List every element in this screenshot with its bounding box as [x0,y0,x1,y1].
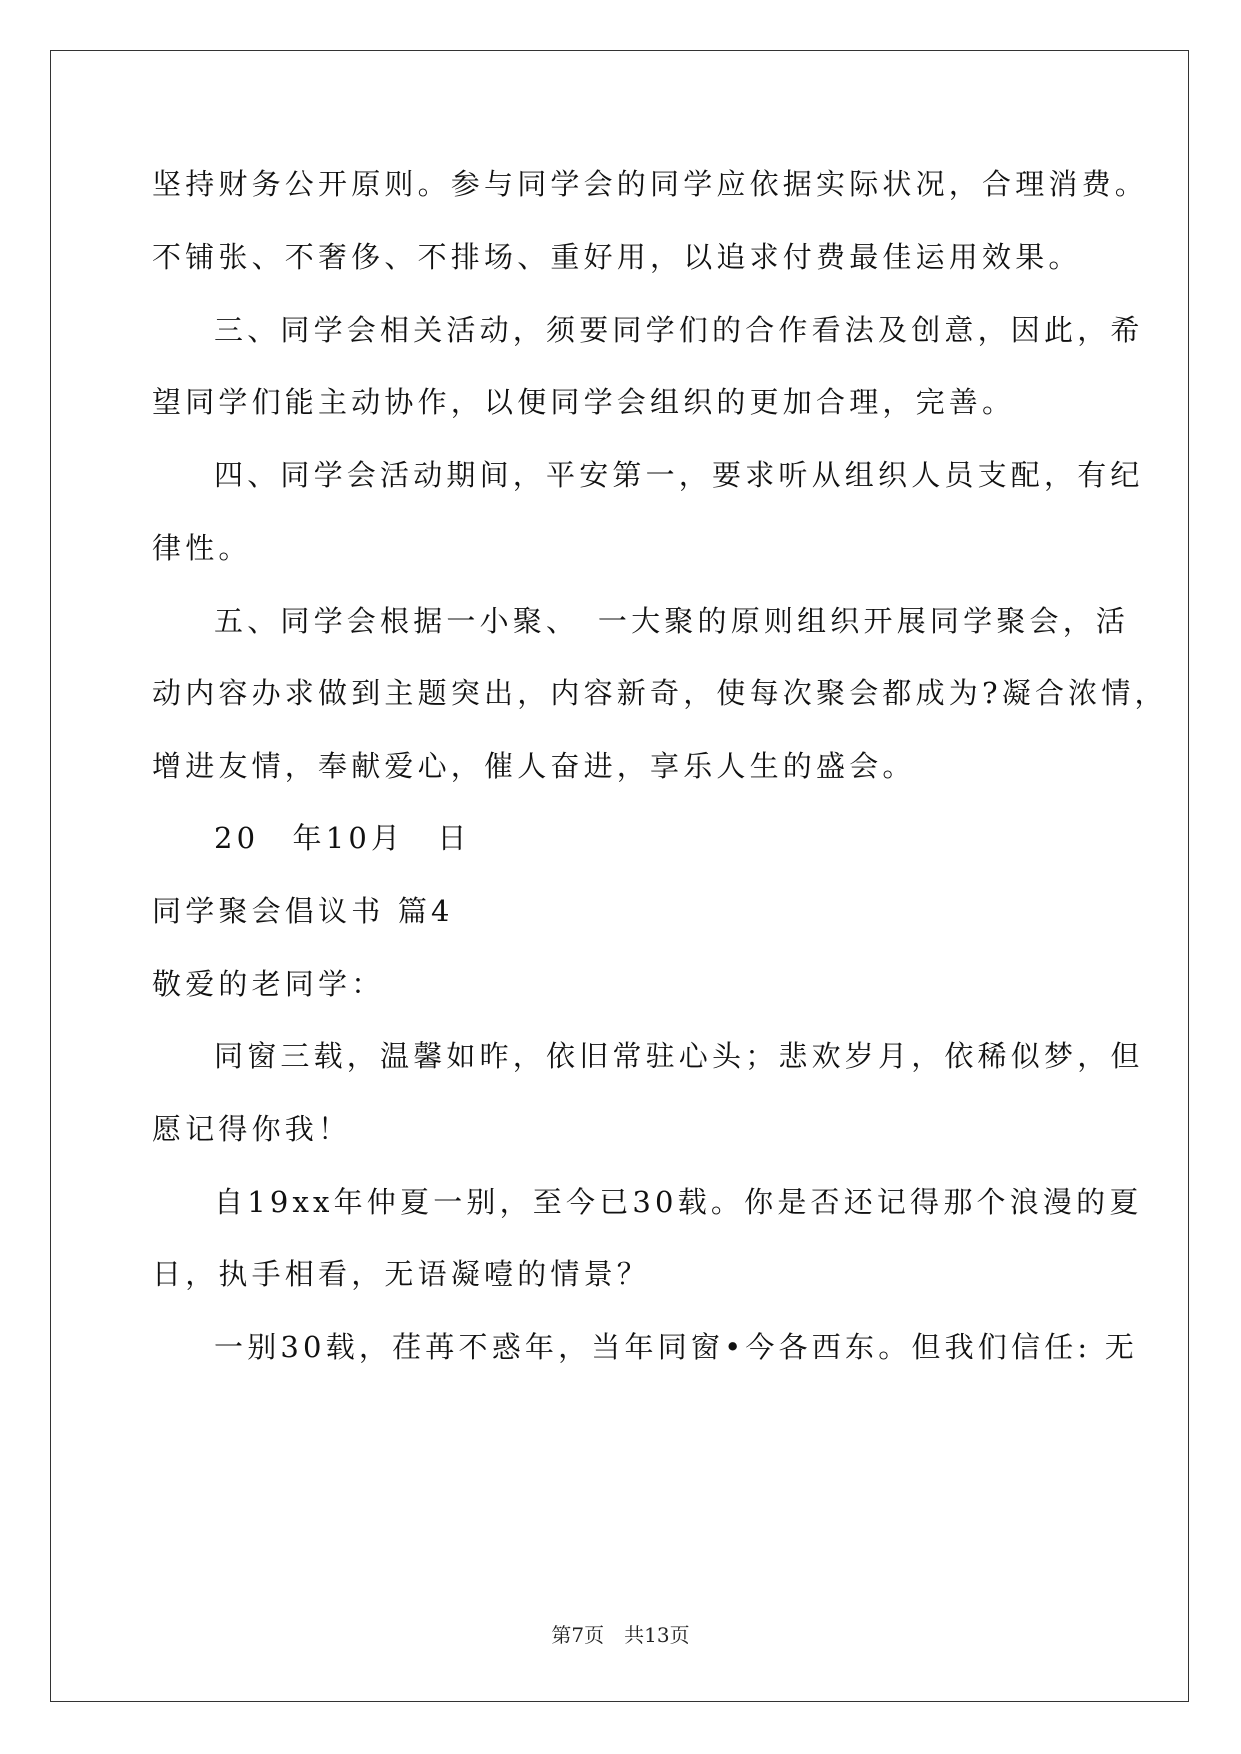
text-line: 日，执手相看，无语凝噎的情景？ [152,1257,651,1291]
text-line: 坚持财务公开原则。参与同学会的同学应依据实际状况，合理消费。 [152,167,1149,201]
text-line: 不铺张、不奢侈、不排场、重好用，以追求付费最佳运用效果。 [152,240,1082,274]
text-line: 动内容办求做到主题突出，内容新奇，使每次聚会都成为?凝合浓情， [152,676,1168,710]
text-line: 自19xx年仲夏一别，至今已30载。你是否还记得那个浪漫的夏 [214,1185,1143,1219]
text-line: 律性。 [152,531,252,565]
text-line: 四、同学会活动期间，平安第一，要求听从组织人员支配，有纪 [214,458,1144,492]
text-line: 愿记得你我！ [152,1112,352,1146]
date-line: 20 年10月 日 [214,821,471,855]
text-line: 一别30载，荏苒不惑年，当年同窗•今各西东。但我们信任: 无 [214,1330,1138,1364]
text-line: 望同学们能主动协作，以便同学会组织的更加合理，完善。 [152,385,1016,419]
section-heading: 同学聚会倡议书 篇4 [152,894,454,928]
text-line: 增进友情，奉献爱心，催人奋进，享乐人生的盛会。 [152,749,916,783]
page-border [50,50,1189,1702]
text-line: 五、同学会根据一小聚、 一大聚的原则组织开展同学聚会，活 [214,604,1130,638]
text-line: 同窗三载，温馨如昨，依旧常驻心头；悲欢岁月，依稀似梦，但 [214,1039,1144,1073]
page-number: 第7页 共13页 [551,1623,690,1647]
salutation: 敬爱的老同学： [152,967,385,1001]
text-line: 三、同学会相关活动，须要同学们的合作看法及创意，因此，希 [214,313,1144,347]
